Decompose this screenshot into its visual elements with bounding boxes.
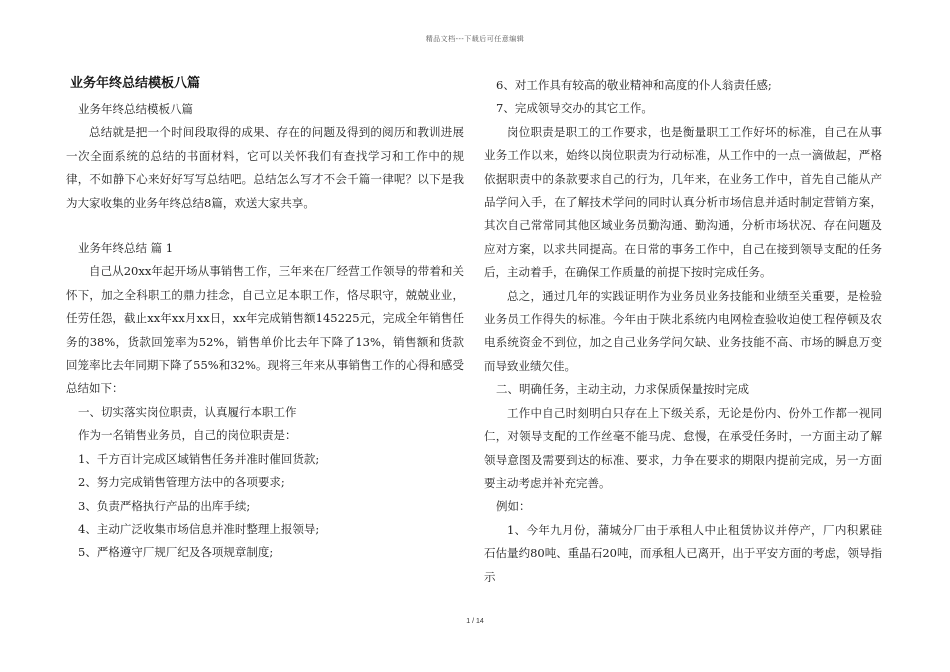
list-item: 6、对工作具有较高的敬业精神和高度的仆人翁责任感; xyxy=(496,78,772,92)
intro-paragraph: 总结就是把一个时间段取得的成果、存在的问题及得到的阅历和教训进展一次全面系统的总结的书面材料，它可以关怀我们有查找学习和工作中的规律，不如静下心来好好写写总结吧。总结怎么写才不会千篇一律呢？以下是我为大家收集的业务年终总结8篇，欢送大家共享。 xyxy=(66,125,464,210)
heading-two: 二、明确任务，主动主动，力求保质保量按时完成 xyxy=(496,382,749,397)
left-column xyxy=(66,68,464,565)
section-heading: 业务年终总结 篇 1 xyxy=(78,241,174,256)
paragraph-1: 自己从20xx年起开场从事销售工作，三年来在厂经营工作领导的带着和关怀下，加之全科职工的鼎力挂念，自己立足本职工作，恪尽职守，兢兢业业，任劳任怨，截止xx年xx月xx日，xx年完成销售额145225元，完成全年销售任务的38%，货款回笼率为52%，销售单价比去年下降了13%，销售额和货款回笼率比去年同期下降了55%和32%。现将三年来从事销售工作的心得和感受总结如下： xyxy=(66,264,464,396)
task-paragraph: 工作中自己时刻明白只存在上下级关系，无论是份内、份外工作都一视同仁，对领导支配的工作丝毫不能马虎、怠慢，在承受任务时，一方面主动了解领导意图及需要到达的标准、要求，力争在要求的期限内提前完成，另一方面要主动考虑并补充完善。 xyxy=(484,405,882,490)
list-item: 5、严格遵守厂规厂纪及各项规章制度; xyxy=(78,545,274,560)
example-paragraph: 1、今年九月份，蒲城分厂由于承租人中止租赁协议并停产，厂内积累硅石估量约80吨、重晶石20吨，而承租人已离开，出于平安方面的考虑，领导指示 xyxy=(484,522,882,584)
page-header: 精品文档---下载后可任意编辑 xyxy=(425,35,525,43)
right-column xyxy=(484,74,882,589)
list-item: 4、主动广泛收集市场信息并准时整理上报领导; xyxy=(78,521,320,536)
list-item: 2、努力完成销售管理方法中的各项要求; xyxy=(78,475,285,490)
subtitle: 业务年终总结模板八篇 xyxy=(78,102,193,116)
list-item: 1、千方百计完成区域销售任务并准时催回货款; xyxy=(78,451,320,466)
list-item: 3、负责严格执行产品的出库手续; xyxy=(78,498,251,513)
list-item: 7、完成领导交办的其它工作。 xyxy=(496,101,653,116)
example-label: 例如： xyxy=(496,499,531,514)
duty-intro: 作为一名销售业务员，自己的岗位职责是： xyxy=(78,428,297,443)
summary-paragraph: 总之，通过几年的实践证明作为业务员业务技能和业绩至关重要，是检验业务员工作得失的标准。今年由于陕北系统内电网检查验收迫使工程停顿及农电系统资金不到位，加之自己业务学问欠缺、业务技能不高、市场的瞬息万变而导致业绩欠佳。 xyxy=(484,288,882,373)
page-number: 1 / 14 xyxy=(466,618,484,625)
heading-one: 一、切实落实岗位职责，认真履行本职工作 xyxy=(78,404,297,419)
duty-paragraph: 岗位职责是职工的工作要求，也是衡量职工工作好坏的标准，自己在从事业务工作以来，始终以岗位职责为行动标准，从工作中的一点一滴做起，严格依据职责中的条款要求自己的行为，几年来，在业务工作中，首先自己能从产品学问入手，在了解技术学问的同时认真分析市场信息并适时制定营销方案，其次自己常常同其他区域业务员勤沟通、勤沟通，分析市场状况、存在问题及应对方案，以求共同提高。在日常的事务工作中，自己在接到领导支配的任务后，主动着手，在确保工作质量的前提下按时完成任务。 xyxy=(484,124,882,280)
document-title: 业务年终总结模板八篇 xyxy=(70,76,201,91)
